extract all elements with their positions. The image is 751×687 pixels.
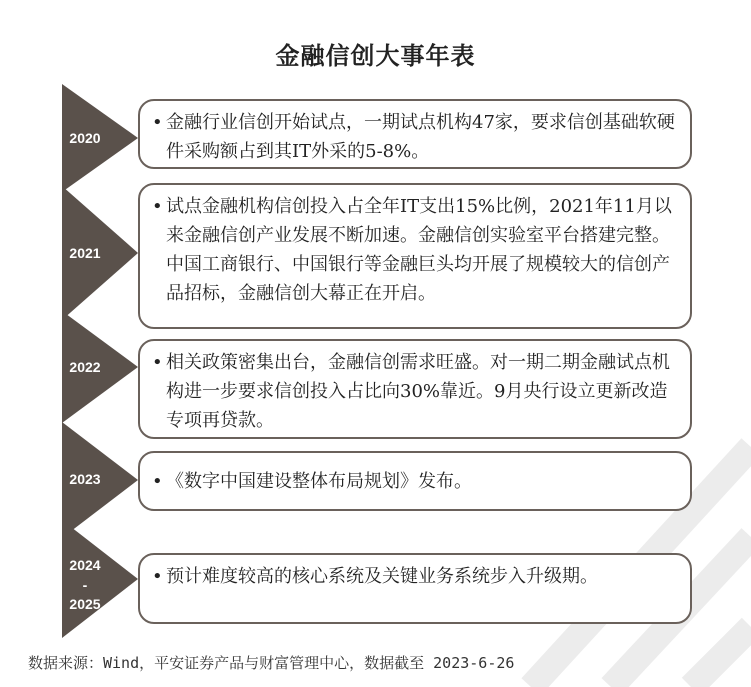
bullet-icon: • bbox=[152, 112, 163, 133]
timeline-text-2024-2025: 预计难度较高的核心系统及关键业务系统步入升级期。 bbox=[166, 566, 598, 587]
timeline-text-2021: 试点金融机构信创投入占全年IT支出15%比例，2021年11月以来金融信创产业发展不断加速。金融信创实验室平台搭建完整。中国工商银行、中国银行等金融巨头均开展了规模较大的信创产品招标，金融信创大幕正在开启。 bbox=[166, 196, 672, 304]
year-label-2024: 2024 bbox=[69, 557, 101, 573]
bullet-icon: • bbox=[152, 352, 163, 373]
timeline-box-2021 bbox=[138, 183, 692, 329]
bullet-icon: • bbox=[152, 566, 163, 587]
year-label-2022: 2022 bbox=[69, 359, 101, 375]
data-source-note: 数据来源：Wind，平安证券产品与财富管理中心，数据截至 2023-6-26 bbox=[28, 654, 515, 672]
timeline-text-2022: 相关政策密集出台，金融信创需求旺盛。对一期二期金融试点机构进一步要求信创投入占比向30%靠近。9月央行设立更新改造专项再贷款。 bbox=[166, 352, 670, 431]
year-label-2021: 2021 bbox=[69, 245, 101, 261]
year-label-2023: 2023 bbox=[69, 471, 101, 487]
timeline-box-2024-2025 bbox=[138, 553, 692, 624]
timeline-box-2023 bbox=[138, 451, 692, 511]
year-label-2025: 2025 bbox=[69, 596, 101, 612]
bullet-icon: • bbox=[152, 471, 163, 492]
page-title: 金融信创大事年表 bbox=[275, 41, 476, 70]
year-label-2020: 2020 bbox=[69, 130, 101, 146]
timeline-box-2022 bbox=[138, 339, 692, 439]
timeline-text-2020: 金融行业信创开始试点，一期试点机构47家，要求信创基础软硬件采购额占到其IT外采的5-8%。 bbox=[166, 112, 675, 162]
timeline-box-2020 bbox=[138, 99, 692, 169]
bullet-icon: • bbox=[152, 196, 163, 217]
year-label-dash: - bbox=[82, 577, 88, 593]
timeline-text-2023: 《数字中国建设整体布局规划》发布。 bbox=[166, 471, 472, 492]
